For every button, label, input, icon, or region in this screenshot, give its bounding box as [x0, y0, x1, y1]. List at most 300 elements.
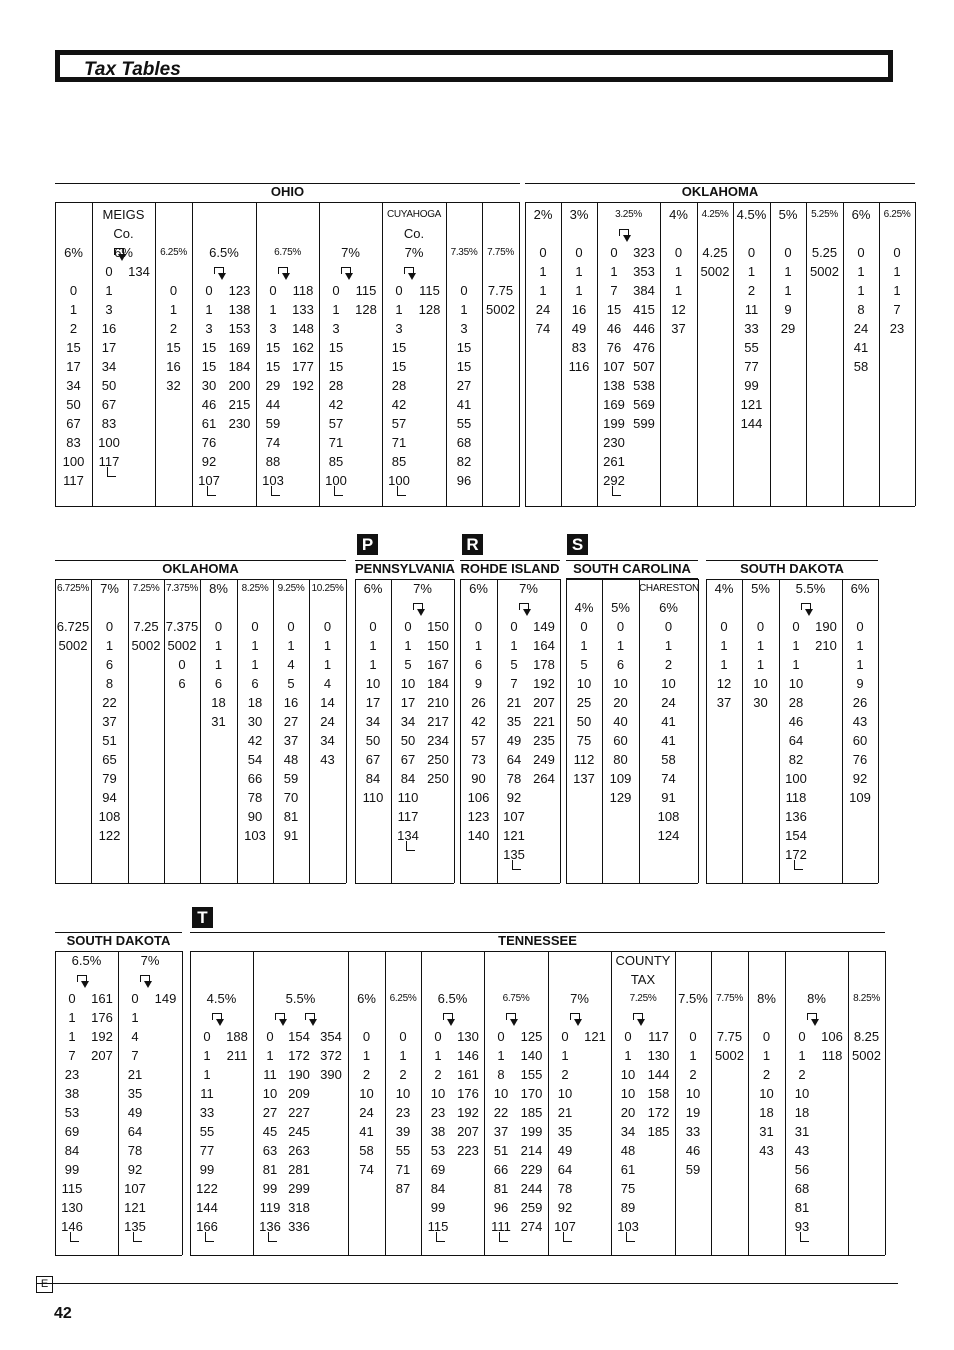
oklahoma-2-title: OKLAHOMA — [162, 561, 239, 576]
tennessee-cell: 1 — [762, 1048, 771, 1063]
ohio-side-cell: 192 — [292, 378, 314, 393]
rhode-island-cell: 0 — [474, 619, 483, 634]
ohio-bottom-rule — [55, 506, 520, 507]
ohio-cell: 15 — [201, 359, 217, 374]
rhode-island-cell: 21 — [506, 695, 522, 710]
oklahoma-2-cell: 0 — [178, 657, 186, 672]
oklahoma-1-col-header: 6.25% — [883, 209, 911, 220]
south-carolina-cell: 24 — [661, 695, 676, 710]
south-dakota-1-cell: 0 — [856, 619, 864, 634]
pennsylvania-cell: 0 — [404, 619, 412, 634]
oklahoma-1-cell: 230 — [603, 435, 625, 450]
ohio-side-cell: 134 — [128, 264, 150, 279]
south-dakota-2-cell: 107 — [124, 1181, 146, 1196]
oklahoma-1-cell: 7 — [893, 302, 901, 317]
south-dakota-2-col-header: 6.5% — [71, 953, 102, 968]
oklahoma-1-cell: 37 — [671, 321, 686, 336]
rhode-island-side-cell: 249 — [533, 752, 555, 767]
rhode-island-title: ROHDE ISLAND — [460, 561, 560, 576]
south-carolina-cell: 60 — [613, 733, 628, 748]
tennessee-cell: 1 — [798, 1048, 806, 1063]
oklahoma-2-col-rule — [346, 579, 347, 883]
tennessee-bracket-bottom — [499, 1232, 508, 1242]
ohio-cell: 92 — [201, 454, 217, 469]
oklahoma-2-cell: 54 — [247, 752, 263, 767]
ohio-cell: 0 — [205, 283, 213, 298]
oklahoma-2-cell: 65 — [102, 752, 117, 767]
ohio-col-header: 6.25% — [160, 247, 187, 258]
rhode-island-col-header: 7% — [519, 581, 538, 596]
tennessee-cell: 0 — [362, 1029, 371, 1044]
oklahoma-2-cell: 59 — [283, 771, 299, 786]
rhode-island-side-cell: 207 — [533, 695, 555, 710]
tennessee-cell: 1 — [434, 1048, 442, 1063]
south-dakota-1-cell: 46 — [788, 714, 804, 729]
tennessee-side-cell: 185 — [647, 1124, 670, 1139]
oklahoma-1-cell: 0 — [893, 245, 901, 260]
rhode-island-cell: 0 — [510, 619, 518, 634]
tennessee-cell: 103 — [617, 1219, 639, 1234]
ohio-bracket-bottom — [271, 486, 280, 496]
oklahoma-2-cell: 6 — [214, 676, 223, 691]
ohio-cell: 50 — [101, 378, 117, 393]
south-dakota-2-bracket-bottom — [133, 1232, 142, 1242]
ohio-cell: 1 — [169, 302, 178, 317]
ohio-col-header: 7.75% — [487, 247, 514, 258]
rhode-island-cell: 9 — [474, 676, 483, 691]
ohio-side-cell: 123 — [228, 283, 251, 298]
tennessee-cell: 71 — [395, 1162, 411, 1177]
ohio-cell: 82 — [456, 454, 472, 469]
tennessee-bracket-bottom — [268, 1232, 277, 1242]
tennessee-cell: 59 — [685, 1162, 701, 1177]
oklahoma-1-col-header: 2% — [533, 207, 553, 222]
tennessee-side-cell: 188 — [226, 1029, 248, 1044]
ohio-side-cell: 115 — [355, 283, 377, 298]
south-dakota-2-cell: 64 — [127, 1124, 143, 1139]
south-dakota-1-cell: 64 — [788, 733, 804, 748]
south-dakota-2-cell: 7 — [131, 1048, 139, 1063]
ohio-cell: 107 — [198, 473, 220, 488]
ohio-side-cell: 138 — [228, 302, 251, 317]
oklahoma-2-cell: 103 — [244, 828, 266, 843]
tennessee-cell: 34 — [620, 1124, 636, 1139]
ohio-cell: 85 — [391, 454, 407, 469]
south-carolina-cell: 40 — [613, 714, 628, 729]
ohio-cell: 30 — [201, 378, 217, 393]
tennessee-cell: 22 — [493, 1105, 509, 1120]
south-dakota-2-cell: 49 — [127, 1105, 143, 1120]
tennessee-side-cell: 299 — [288, 1181, 310, 1196]
ohio-col-header: 7% — [404, 245, 424, 260]
oklahoma-2-cell: 1 — [105, 638, 114, 653]
oklahoma-1-side-cell: 446 — [633, 321, 655, 336]
ohio-cell: 1 — [105, 283, 113, 298]
oklahoma-2-cell: 37 — [102, 714, 117, 729]
oklahoma-1-cell: 0 — [747, 245, 756, 260]
tennessee-side-cell: 118 — [821, 1048, 843, 1063]
south-carolina-cell: 75 — [576, 733, 592, 748]
oklahoma-1-col-rule — [597, 202, 598, 506]
oklahoma-1-cell: 49 — [571, 321, 587, 336]
section-letter-s: S — [567, 534, 588, 555]
oklahoma-1-cell: 7 — [610, 283, 618, 298]
south-dakota-2-cell: 35 — [127, 1086, 143, 1101]
south-carolina-cell: 112 — [573, 752, 595, 767]
pennsylvania-title: PENNSYLVANIA — [355, 561, 455, 576]
south-carolina-cell: 137 — [573, 771, 595, 786]
south-carolina-cell: 0 — [664, 619, 673, 634]
rhode-island-cell: 49 — [506, 733, 522, 748]
pennsylvania-col-rule — [454, 579, 455, 883]
ohio-cell: 100 — [98, 435, 120, 450]
ohio-cell: 15 — [391, 359, 407, 374]
ohio-cell: 1 — [332, 302, 340, 317]
ohio-bracket-bottom — [334, 486, 343, 496]
tennessee-cell: 115 — [427, 1219, 449, 1234]
south-dakota-1-side-cell: 190 — [815, 619, 837, 634]
ohio-cell: 117 — [98, 454, 120, 469]
rhode-island-cell: 135 — [503, 847, 525, 862]
south-dakota-1-col-rule — [878, 579, 879, 883]
ohio-col-rule — [519, 202, 520, 506]
tennessee-cell: 58 — [359, 1143, 374, 1158]
oklahoma-2-cell: 1 — [251, 638, 259, 653]
tennessee-side-cell: 259 — [520, 1200, 543, 1215]
south-dakota-1-cell: 43 — [852, 714, 868, 729]
tennessee-col-header: 7.25% — [629, 993, 657, 1004]
ohio-cell: 85 — [328, 454, 344, 469]
tennessee-cell: 119 — [259, 1200, 281, 1215]
rhode-island-col-rule — [560, 579, 561, 883]
oklahoma-1-side-cell: 384 — [633, 283, 655, 298]
south-dakota-1-cell: 118 — [785, 790, 807, 805]
tennessee-cell: 1 — [399, 1048, 407, 1063]
ohio-cell: 2 — [169, 321, 178, 336]
tennessee-side-cell: 146 — [457, 1048, 479, 1063]
oklahoma-1-cell: 11 — [744, 302, 759, 317]
ohio-col-header: 6.75% — [274, 247, 301, 258]
ohio-cell: 83 — [101, 416, 117, 431]
ohio-arrow-icon — [218, 273, 226, 280]
tennessee-side-cell: 274 — [520, 1219, 543, 1234]
south-carolina-cell: 20 — [613, 695, 628, 710]
oklahoma-1-arrow-icon — [623, 235, 631, 242]
tennessee-side-cell: 214 — [520, 1143, 543, 1158]
tennessee-cell: 77 — [199, 1143, 215, 1158]
oklahoma-1-cell: 23 — [889, 321, 905, 336]
ohio-side-cell: 230 — [228, 416, 251, 431]
tennessee-side-cell: 223 — [457, 1143, 479, 1158]
oklahoma-2-cell: 1 — [251, 657, 259, 672]
south-carolina-cell: 0 — [616, 619, 625, 634]
pennsylvania-cell: 1 — [404, 638, 412, 653]
ohio-side-cell: 128 — [418, 302, 441, 317]
rhode-island-cell: 121 — [503, 828, 525, 843]
oklahoma-2-cell: 0 — [251, 619, 259, 634]
pennsylvania-cell: 10 — [400, 676, 416, 691]
rhode-island-side-cell: 178 — [533, 657, 555, 672]
south-dakota-1-cell: 109 — [849, 790, 871, 805]
oklahoma-1-side-cell: 476 — [633, 340, 655, 355]
ohio-extra-header: CUYAHOGA — [386, 209, 442, 220]
oklahoma-2-col-header: 8.25% — [241, 583, 269, 594]
tennessee-cell: 53 — [430, 1143, 446, 1158]
tennessee-cell: 1 — [266, 1048, 274, 1063]
ohio-cell: 0 — [269, 283, 277, 298]
tennessee-cell: 0 — [434, 1029, 442, 1044]
oklahoma-2-cell: 31 — [211, 714, 226, 729]
oklahoma-1-cell: 58 — [853, 359, 869, 374]
pennsylvania-cell: 134 — [397, 828, 419, 843]
rhode-island-cell: 5 — [510, 657, 518, 672]
south-carolina-col-header: 6% — [659, 600, 678, 615]
rhode-island-side-cell: 192 — [533, 676, 555, 691]
oklahoma-1-top-rule — [525, 183, 915, 184]
tennessee-side-cell: 390 — [320, 1067, 342, 1082]
oklahoma-1-cell: 138 — [603, 378, 625, 393]
oklahoma-2-cell: 5002 — [167, 638, 197, 653]
pennsylvania-cell: 1 — [369, 638, 377, 653]
south-dakota-2-side-cell: 161 — [91, 991, 113, 1006]
ohio-col-header: 6.5% — [209, 245, 239, 260]
south-dakota-2-cell: 0 — [68, 991, 76, 1006]
south-dakota-1-cell: 60 — [852, 733, 868, 748]
south-dakota-2-cell: 69 — [64, 1124, 80, 1139]
oklahoma-2-cell: 79 — [102, 771, 117, 786]
oklahoma-2-top-rule — [55, 560, 346, 561]
oklahoma-1-cell: 0 — [857, 245, 865, 260]
tennessee-side-cell: 199 — [520, 1124, 543, 1139]
oklahoma-1-col-header: 3% — [569, 207, 589, 222]
oklahoma-2-cell: 91 — [283, 828, 299, 843]
tennessee-cell: 10 — [685, 1086, 701, 1101]
rhode-island-cell: 92 — [506, 790, 522, 805]
tennessee-cell: 31 — [794, 1124, 810, 1139]
tennessee-side-cell: 155 — [520, 1067, 543, 1082]
oklahoma-1-cell: 12 — [671, 302, 686, 317]
ohio-cell: 76 — [201, 435, 217, 450]
rhode-island-side-cell: 235 — [533, 733, 555, 748]
ohio-bracket-bottom — [397, 486, 406, 496]
oklahoma-1-cell: 199 — [603, 416, 625, 431]
ohio-cell: 15 — [265, 340, 281, 355]
oklahoma-1-bracket-bottom — [612, 486, 621, 496]
tennessee-cell: 1 — [497, 1048, 505, 1063]
south-dakota-2-side-cell: 192 — [91, 1029, 113, 1044]
south-dakota-1-cell: 92 — [852, 771, 868, 786]
tennessee-cell: 1 — [624, 1048, 632, 1063]
tennessee-side-cell: 121 — [584, 1029, 606, 1044]
tennessee-cell: 19 — [685, 1105, 701, 1120]
south-dakota-2-cell: 0 — [131, 991, 139, 1006]
pennsylvania-cell: 17 — [365, 695, 381, 710]
tennessee-side-cell: 144 — [647, 1067, 670, 1082]
tennessee-side-cell: 158 — [647, 1086, 670, 1101]
tennessee-cell: 18 — [759, 1105, 774, 1120]
ohio-cell: 83 — [66, 435, 81, 450]
oklahoma-2-cell: 7.375 — [165, 619, 199, 634]
oklahoma-2-cell: 1 — [323, 638, 332, 653]
ohio-cell: 0 — [395, 283, 403, 298]
oklahoma-2-cell: 0 — [105, 619, 114, 634]
south-dakota-2-cell: 92 — [127, 1162, 143, 1177]
tennessee-cell: 10 — [557, 1086, 573, 1101]
ohio-side-cell: 184 — [228, 359, 251, 374]
oklahoma-2-cell: 51 — [102, 733, 117, 748]
rhode-island-cell: 73 — [471, 752, 486, 767]
pennsylvania-side-cell: 150 — [427, 638, 449, 653]
ohio-cell: 28 — [391, 378, 407, 393]
tennessee-cell: 56 — [794, 1162, 810, 1177]
ohio-side-cell: 169 — [228, 340, 251, 355]
ohio-cell: 34 — [101, 359, 117, 374]
tennessee-side-cell: 245 — [288, 1124, 310, 1139]
tennessee-cell: 111 — [491, 1219, 511, 1234]
oklahoma-2-cell: 0 — [287, 619, 295, 634]
south-dakota-2-col-rule — [118, 951, 119, 1255]
tennessee-cell: 10 — [759, 1086, 774, 1101]
oklahoma-2-cell: 30 — [247, 714, 263, 729]
section-letter-p: P — [357, 534, 378, 555]
oklahoma-1-col-header: 4.25% — [701, 209, 729, 220]
oklahoma-1-title-rule — [525, 202, 915, 203]
tennessee-cell: 55 — [199, 1124, 215, 1139]
rhode-island-side-cell: 221 — [533, 714, 555, 729]
south-dakota-2-cell: 1 — [131, 1010, 139, 1025]
pennsylvania-side-cell: 184 — [427, 676, 449, 691]
rhode-island-cell: 35 — [506, 714, 522, 729]
tennessee-side-cell: 354 — [320, 1029, 342, 1044]
rhode-island-side-cell: 264 — [533, 771, 555, 786]
tennessee-side-cell: 227 — [288, 1105, 310, 1120]
tennessee-extra-header: TAX — [630, 972, 656, 987]
tennessee-cell: 81 — [493, 1181, 509, 1196]
tennessee-cell: 107 — [554, 1219, 576, 1234]
south-dakota-2-cell: 78 — [127, 1143, 143, 1158]
tennessee-extra-header: COUNTY — [615, 953, 671, 968]
tennessee-col-header: 6.25% — [389, 993, 417, 1004]
ohio-cell: 15 — [391, 340, 407, 355]
south-dakota-1-cell: 1 — [720, 638, 728, 653]
oklahoma-2-col-header: 7% — [100, 581, 119, 596]
rhode-island-side-cell: 149 — [533, 619, 555, 634]
oklahoma-1-cell: 261 — [603, 454, 625, 469]
tennessee-cell: 0 — [689, 1029, 697, 1044]
oklahoma-2-cell: 70 — [283, 790, 299, 805]
tennessee-cell: 31 — [759, 1124, 774, 1139]
south-dakota-2-cell: 99 — [64, 1162, 80, 1177]
tennessee-side-cell: 211 — [226, 1048, 248, 1063]
pennsylvania-cell: 84 — [365, 771, 381, 786]
tennessee-cell: 33 — [199, 1105, 215, 1120]
south-dakota-2-cell: 1 — [68, 1029, 76, 1044]
south-carolina-cell: 109 — [609, 771, 632, 786]
tennessee-cell: 35 — [557, 1124, 573, 1139]
ohio-cell: 3 — [205, 321, 213, 336]
oklahoma-2-cell: 4 — [323, 676, 332, 691]
ohio-cell: 71 — [391, 435, 407, 450]
oklahoma-1-side-cell: 323 — [633, 245, 655, 260]
south-dakota-2-side-cell: 176 — [91, 1010, 113, 1025]
oklahoma-1-col-header: 5.25% — [811, 209, 838, 220]
oklahoma-2-cell: 0 — [323, 619, 332, 634]
ohio-side-cell: 177 — [292, 359, 314, 374]
south-dakota-1-cell: 136 — [785, 809, 807, 824]
ohio-cell: 1 — [269, 302, 277, 317]
south-dakota-1-cell: 0 — [720, 619, 728, 634]
ohio-cell: 100 — [325, 473, 347, 488]
tennessee-cell: 166 — [196, 1219, 218, 1234]
oklahoma-1-cell: 144 — [740, 416, 763, 431]
south-carolina-cell: 2 — [664, 657, 673, 672]
oklahoma-1-cell: 116 — [568, 359, 590, 374]
oklahoma-1-cell: 1 — [893, 283, 901, 298]
tennessee-cell: 0 — [561, 1029, 569, 1044]
ohio-cell: 57 — [391, 416, 407, 431]
south-dakota-1-cell: 76 — [852, 752, 868, 767]
south-dakota-2-cell: 38 — [64, 1086, 80, 1101]
ohio-cell: 3 — [105, 302, 113, 317]
oklahoma-2-cell: 5002 — [131, 638, 161, 653]
ohio-cell: 41 — [456, 397, 472, 412]
oklahoma-1-col-header: 4.5% — [736, 207, 767, 222]
rhode-island-bracket-bottom — [512, 860, 521, 870]
pennsylvania-col-rule — [391, 579, 392, 883]
ohio-cell: 15 — [456, 359, 472, 374]
ohio-col-header: 6% — [64, 245, 83, 260]
pennsylvania-cell: 10 — [365, 676, 381, 691]
tennessee-cell: 10 — [262, 1086, 278, 1101]
section-letter-t: T — [192, 907, 213, 928]
oklahoma-2-cell: 4 — [287, 657, 295, 672]
oklahoma-1-cell: 9 — [784, 302, 792, 317]
ohio-cell: 0 — [460, 283, 468, 298]
ohio-bracket-bottom — [207, 486, 216, 496]
south-carolina-cell: 25 — [576, 695, 592, 710]
south-dakota-1-cell: 26 — [852, 695, 868, 710]
oklahoma-1-cell: 1 — [539, 283, 547, 298]
tennessee-bottom-rule — [190, 1255, 885, 1256]
ohio-cell: 5002 — [486, 302, 515, 317]
oklahoma-1-cell: 107 — [603, 359, 625, 374]
tennessee-bracket-bottom — [436, 1232, 445, 1242]
south-dakota-2-cell: 121 — [124, 1200, 146, 1215]
tennessee-cell: 11 — [200, 1086, 214, 1101]
tennessee-cell: 74 — [359, 1162, 374, 1177]
oklahoma-1-cell: 41 — [853, 340, 869, 355]
south-dakota-1-cell: 37 — [716, 695, 732, 710]
oklahoma-1-col-header: 6% — [851, 207, 871, 222]
tennessee-side-cell: 130 — [457, 1029, 479, 1044]
rhode-island-cell: 107 — [503, 809, 525, 824]
rhode-island-top-rule — [460, 560, 560, 561]
ohio-cell: 61 — [201, 416, 217, 431]
tennessee-cell: 136 — [259, 1219, 281, 1234]
tennessee-side-cell: 372 — [320, 1048, 342, 1063]
south-dakota-1-cell: 82 — [788, 752, 804, 767]
pennsylvania-cell: 34 — [365, 714, 381, 729]
oklahoma-1-cell: 292 — [603, 473, 625, 488]
oklahoma-2-cell: 37 — [283, 733, 299, 748]
tennessee-cell: 78 — [557, 1181, 573, 1196]
tennessee-bracket-bottom — [626, 1232, 635, 1242]
south-dakota-2-bottom-rule — [55, 1255, 182, 1256]
south-dakota-2-cell: 135 — [124, 1219, 146, 1234]
south-carolina-extra-header: CHARESTON — [639, 583, 699, 594]
rhode-island-cell: 90 — [471, 771, 486, 786]
pennsylvania-side-cell: 167 — [427, 657, 449, 672]
